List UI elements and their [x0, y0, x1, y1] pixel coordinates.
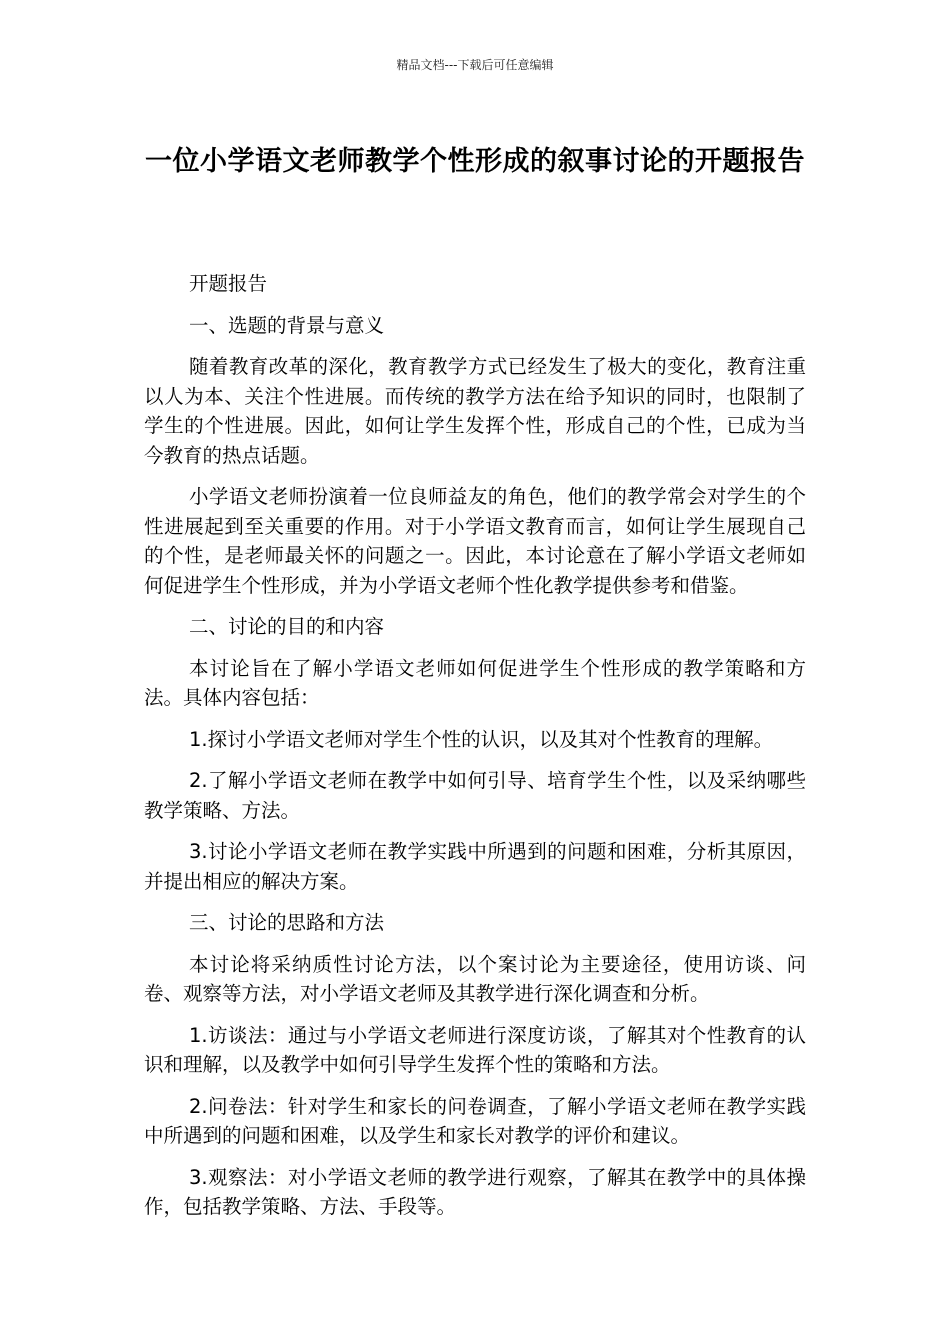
document-body: [144, 269, 806, 1234]
list-item-method-questionnaire: 2.问卷法：针对学生和家长的问卷调查，了解小学语文老师在教学实践中所遇到的问题和困难，以及学生和家长对教学的评价和建议。: [144, 1094, 806, 1147]
document-title: 一位小学语文老师教学个性形成的叙事讨论的开题报告: [145, 146, 805, 177]
list-item-method-interview: 1.访谈法：通过与小学语文老师进行深度访谈，了解其对个性教育的认识和理解，以及教学中如何引导学生发挥个性的策略和方法。: [144, 1023, 806, 1076]
list-item-purpose-2: 2.了解小学语文老师在教学中如何引导、培育学生个性，以及采纳哪些教学策略、方法。: [144, 769, 806, 822]
list-item-purpose-3: 3.讨论小学语文老师在教学实践中所遇到的问题和困难，分析其原因，并提出相应的解决方案。: [144, 840, 806, 893]
list-item-purpose-1: 1.探讨小学语文老师对学生个性的认识，以及其对个性教育的理解。: [189, 727, 774, 751]
paragraph-background-2: 小学语文老师扮演着一位良师益友的角色，他们的教学常会对学生的个性进展起到至关重要的作用。对于小学语文教育而言，如何让学生展现自己的个性，是老师最关怀的问题之一。因此，本讨论意在了解小学语文老师如何促进学生个性形成，并为小学语文老师个性化教学提供参考和借鉴。: [144, 485, 806, 597]
paragraph-purpose-intro: 本讨论旨在了解小学语文老师如何促进学生个性形成的教学策略和方法。具体内容包括：: [144, 656, 806, 709]
section-heading-background: 一、选题的背景与意义: [189, 313, 385, 337]
page-header: 精品文档---下载后可任意编辑: [396, 58, 554, 72]
paragraph-method-intro: 本讨论将采纳质性讨论方法，以个案讨论为主要途径，使用访谈、问卷、观察等方法，对小学语文老师及其教学进行深化调查和分析。: [144, 952, 806, 1005]
paragraph-report-label: 开题报告: [189, 272, 268, 295]
list-item-method-observation: 3.观察法：对小学语文老师的教学进行观察，了解其在教学中的具体操作，包括教学策略、方法、手段等。: [144, 1165, 806, 1218]
paragraph-background-1: 随着教育改革的深化，教育教学方式已经发生了极大的变化，教育注重以人为本、关注个性进展。而传统的教学方法在给予知识的同时，也限制了学生的个性进展。因此，如何让学生发挥个性，形成自己的个性，已成为当今教育的热点话题。: [144, 355, 806, 467]
section-heading-purpose: 二、讨论的目的和内容: [189, 615, 385, 638]
section-heading-method: 三、讨论的思路和方法: [189, 911, 385, 934]
